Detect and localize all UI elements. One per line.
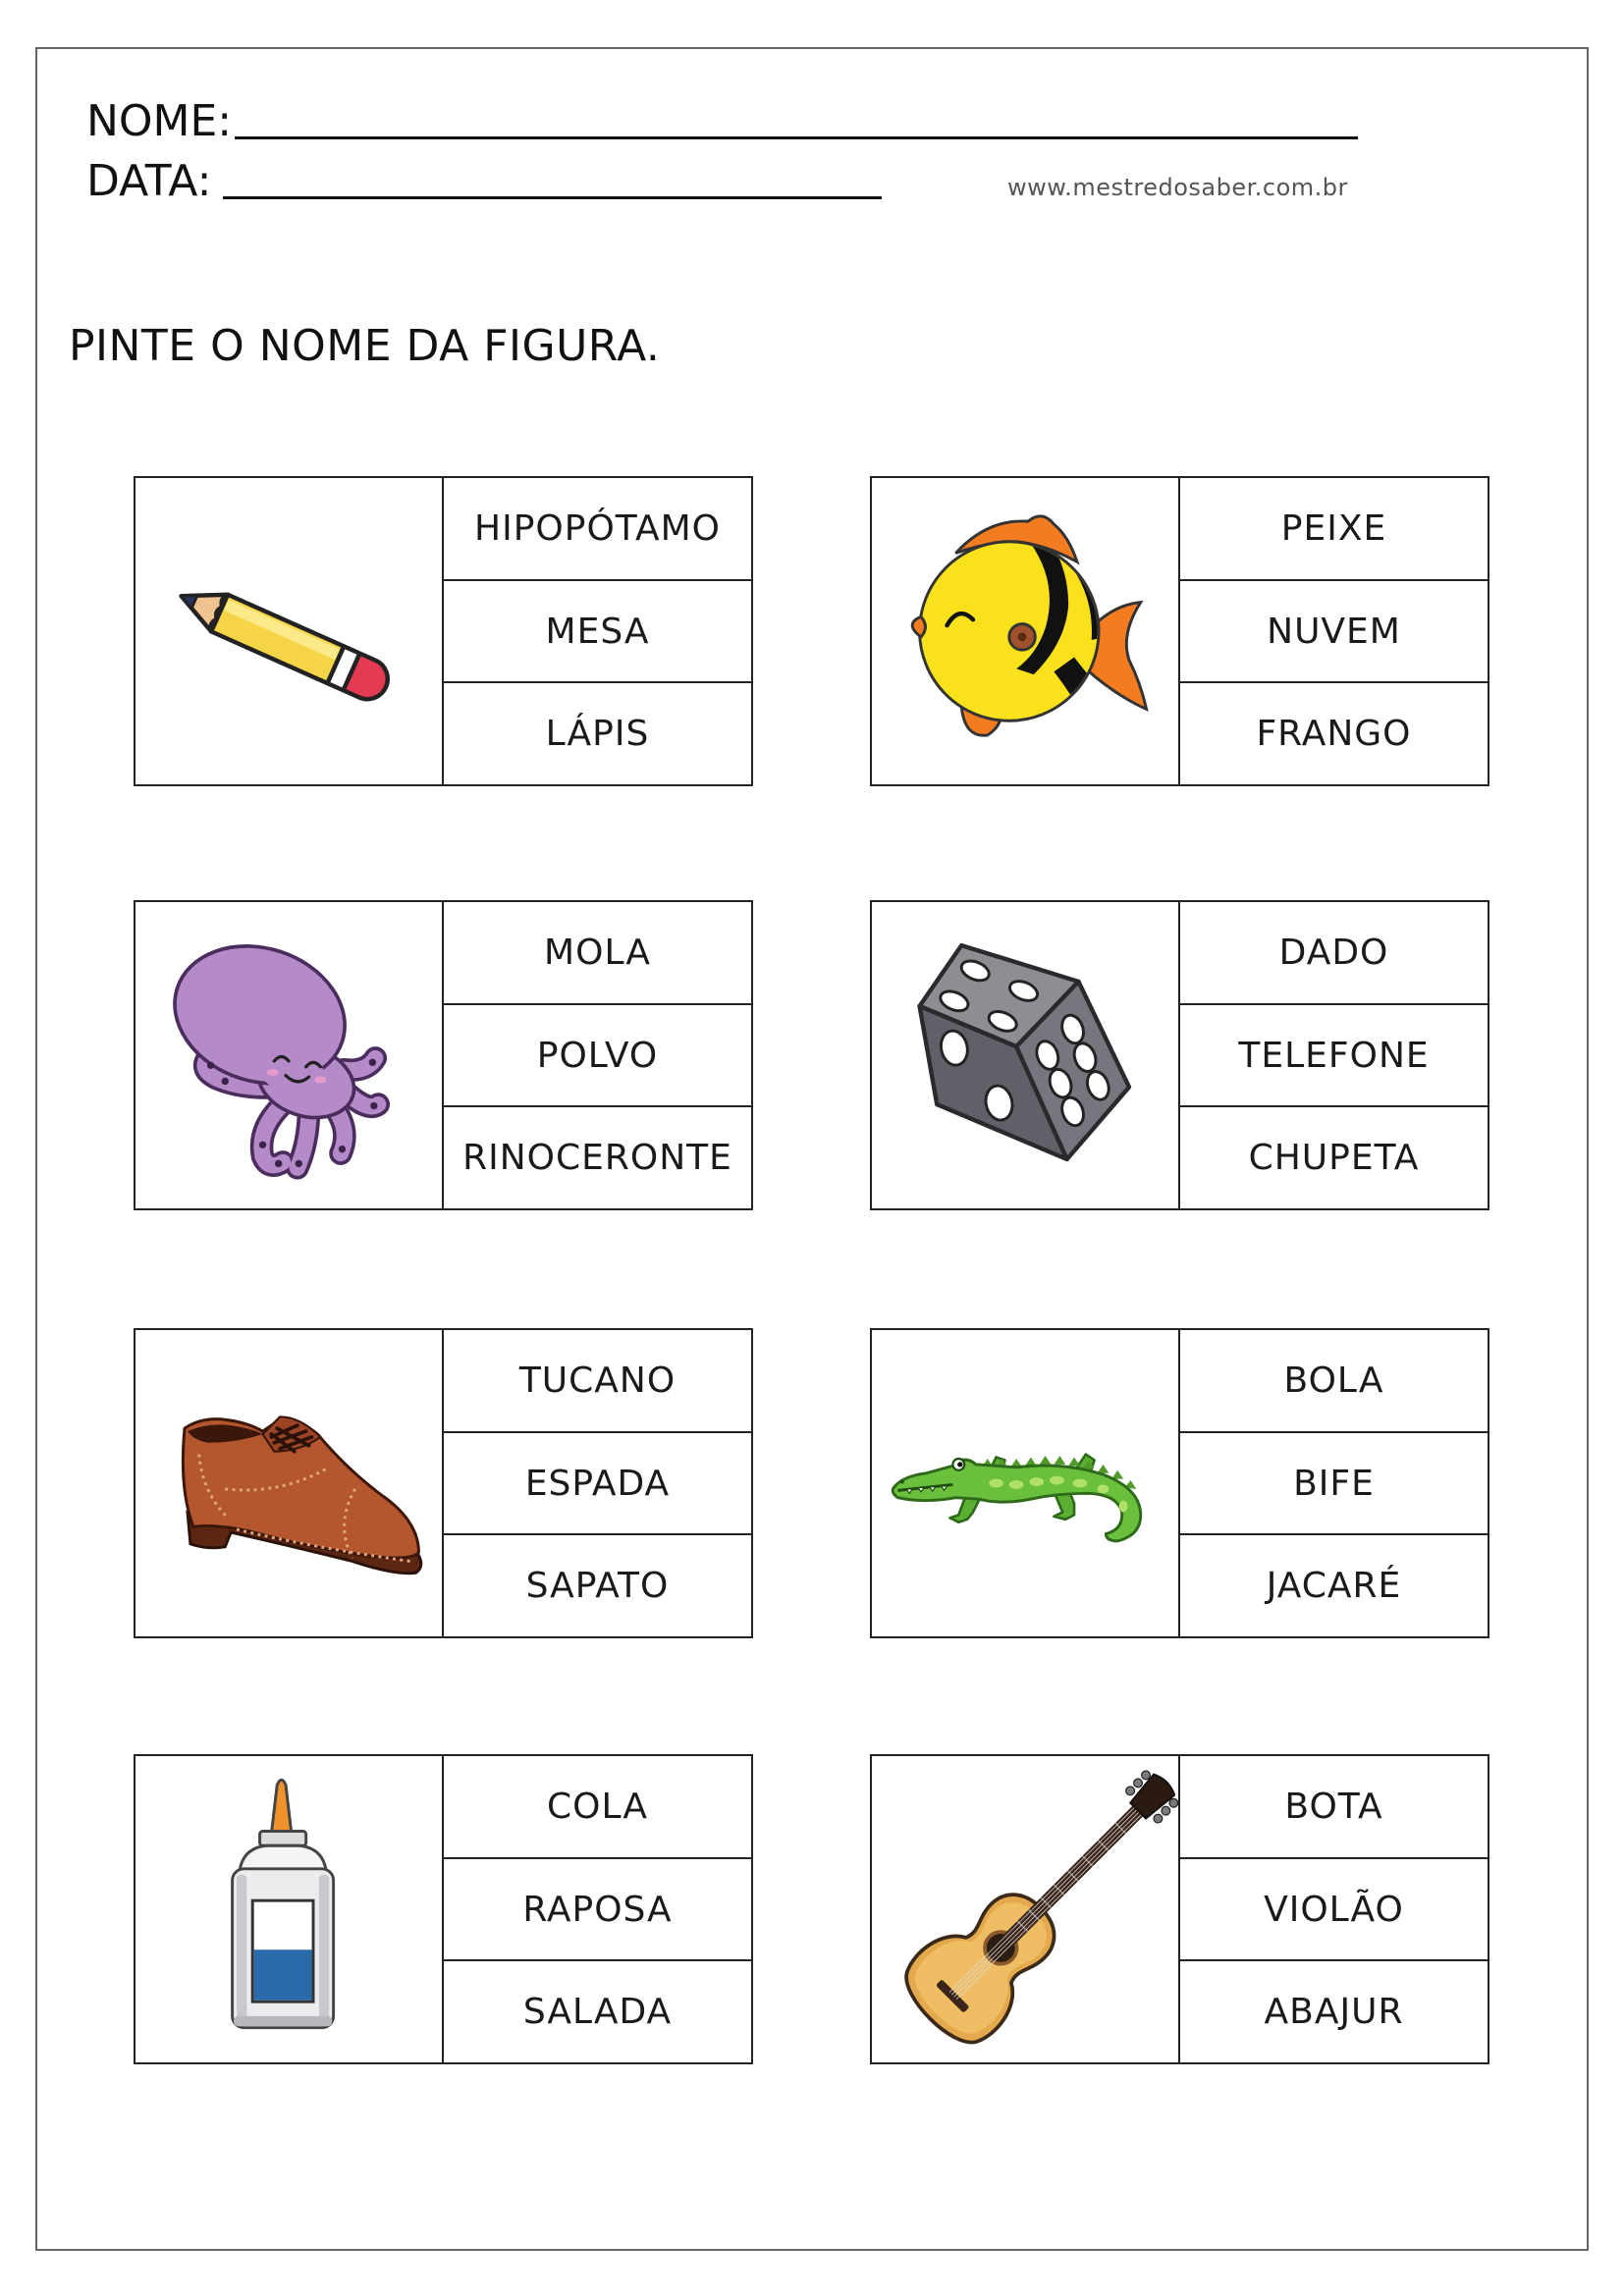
- answer-option[interactable]: SAPATO: [444, 1533, 751, 1636]
- card-fish: [870, 476, 1489, 786]
- name-label: NOME:: [86, 96, 233, 146]
- dice-icon: [872, 902, 1178, 1208]
- date-label: DATA:: [86, 156, 212, 206]
- answer-option[interactable]: PEIXE: [1280, 507, 1387, 549]
- options-column: [1180, 1330, 1488, 1636]
- card-glue: [134, 1754, 753, 2064]
- answer-option[interactable]: NUVEM: [1180, 579, 1488, 682]
- answer-option[interactable]: POLVO: [444, 1003, 751, 1106]
- answer-option[interactable]: RINOCERONTE: [444, 1105, 751, 1208]
- options-column: [1180, 1756, 1488, 2062]
- options-column: [444, 478, 751, 784]
- card-octopus: [134, 900, 753, 1210]
- answer-option[interactable]: ESPADA: [444, 1431, 751, 1534]
- answer-option[interactable]: JACARÉ: [1180, 1533, 1488, 1636]
- shoe-icon: [135, 1330, 442, 1636]
- card-guitar: [870, 1754, 1489, 2064]
- answer-option[interactable]: MOLA: [544, 932, 651, 973]
- picture-cell: [135, 478, 444, 784]
- picture-cell: [135, 1330, 444, 1636]
- answer-option[interactable]: COLA: [547, 1786, 648, 1827]
- picture-cell: [135, 902, 444, 1208]
- options-column: [1180, 478, 1488, 784]
- answer-option[interactable]: CHUPETA: [1180, 1105, 1488, 1208]
- glue-icon: [135, 1756, 442, 2062]
- card-crocodile: [870, 1328, 1489, 1638]
- answer-option[interactable]: HIPOPÓTAMO: [474, 507, 721, 549]
- options-column: [444, 902, 751, 1208]
- answer-option[interactable]: FRANGO: [1180, 681, 1488, 784]
- crocodile-icon: [872, 1330, 1178, 1636]
- picture-cell: [872, 478, 1180, 784]
- answer-option[interactable]: RAPOSA: [444, 1857, 751, 1960]
- answer-option[interactable]: BIFE: [1180, 1431, 1488, 1534]
- answer-option[interactable]: TELEFONE: [1180, 1003, 1488, 1106]
- answer-option[interactable]: VIOLÃO: [1180, 1857, 1488, 1960]
- answer-option[interactable]: DADO: [1278, 932, 1389, 973]
- answer-option[interactable]: MESA: [444, 579, 751, 682]
- octopus-icon: [135, 902, 442, 1208]
- answer-option[interactable]: BOTA: [1284, 1786, 1383, 1827]
- picture-cell: [872, 1756, 1180, 2062]
- card-pencil: [134, 476, 753, 786]
- website-text: www.mestredosaber.com.br: [1007, 174, 1348, 201]
- card-shoe: [134, 1328, 753, 1638]
- options-column: [444, 1756, 751, 2062]
- answer-option[interactable]: TUCANO: [518, 1360, 677, 1401]
- fish-icon: [872, 478, 1178, 784]
- picture-cell: [872, 1330, 1180, 1636]
- answer-option[interactable]: BOLA: [1283, 1360, 1384, 1401]
- picture-cell: [135, 1756, 444, 2062]
- answer-option[interactable]: LÁPIS: [444, 681, 751, 784]
- name-line[interactable]: [235, 136, 1358, 139]
- options-column: [444, 1330, 751, 1636]
- date-line[interactable]: [223, 196, 882, 199]
- instruction-title: PINTE O NOME DA FIGURA.: [69, 321, 661, 371]
- guitar-icon: [872, 1756, 1178, 2062]
- pencil-icon: [135, 478, 442, 784]
- answer-option[interactable]: ABAJUR: [1180, 1959, 1488, 2062]
- options-column: [1180, 902, 1488, 1208]
- picture-cell: [872, 902, 1180, 1208]
- answer-option[interactable]: SALADA: [444, 1959, 751, 2062]
- card-dice: [870, 900, 1489, 1210]
